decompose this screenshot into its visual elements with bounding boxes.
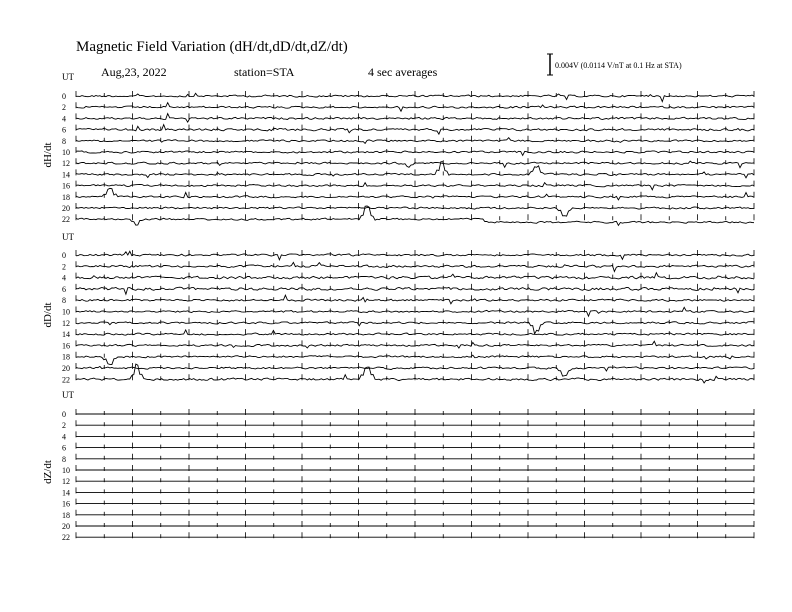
dzdt-axis-label: dZ/dt bbox=[42, 460, 54, 484]
dhdt-row-label-4: 4 bbox=[62, 114, 66, 124]
dzdt-row-label-10: 10 bbox=[62, 466, 70, 475]
dddt-row-label-0: 0 bbox=[62, 251, 66, 260]
dddt-row-label-14: 14 bbox=[62, 330, 70, 340]
date-label: Aug,23, 2022 bbox=[101, 65, 167, 79]
dddt-row-label-2: 2 bbox=[62, 262, 66, 272]
dzdt-row-label-12: 12 bbox=[62, 477, 70, 487]
dhdt-row-label-22: 22 bbox=[62, 215, 70, 225]
dhdt-row-label-14: 14 bbox=[62, 170, 70, 180]
dzdt-ut-label: UT bbox=[62, 390, 74, 400]
dhdt-row-label-6: 6 bbox=[62, 125, 66, 135]
dddt-row-label-16: 16 bbox=[62, 341, 70, 351]
dzdt-row-label-16: 16 bbox=[62, 499, 70, 509]
dzdt-row-label-8: 8 bbox=[62, 454, 66, 464]
dzdt-row-label-14: 14 bbox=[62, 488, 70, 498]
dddt-row-label-12: 12 bbox=[62, 318, 70, 328]
dhdt-row-label-8: 8 bbox=[62, 136, 66, 146]
dddt-row-label-6: 6 bbox=[62, 284, 66, 294]
dzdt-row-label-2: 2 bbox=[62, 421, 66, 431]
dddt-row-label-10: 10 bbox=[62, 307, 70, 317]
dhdt-row-label-2: 2 bbox=[62, 103, 66, 113]
dhdt-row-label-20: 20 bbox=[62, 204, 70, 213]
averaging-label: 4 sec averages bbox=[368, 65, 438, 79]
dhdt-row-label-0: 0 bbox=[62, 92, 66, 101]
dddt-row-label-22: 22 bbox=[62, 375, 70, 385]
dhdt-row-label-10: 10 bbox=[62, 148, 70, 157]
dzdt-row-label-4: 4 bbox=[62, 432, 66, 442]
dzdt-row-label-20: 20 bbox=[62, 522, 70, 531]
dhdt-row-label-12: 12 bbox=[62, 159, 70, 169]
dddt-row-label-4: 4 bbox=[62, 273, 66, 283]
dzdt-row-label-0: 0 bbox=[62, 410, 66, 419]
dhdt-row-label-18: 18 bbox=[62, 192, 70, 202]
dzdt-row-label-22: 22 bbox=[62, 533, 70, 543]
dhdt-axis-label: dH/dt bbox=[42, 142, 54, 168]
scale-label: 0.004V (0.0114 V/nT at 0.1 Hz at STA) bbox=[555, 61, 682, 70]
dzdt-row-label-18: 18 bbox=[62, 510, 70, 520]
dddt-axis-label: dD/dt bbox=[42, 302, 54, 328]
dhdt-trace-10 bbox=[76, 151, 754, 156]
dddt-ut-label: UT bbox=[62, 232, 74, 242]
dzdt-row-label-6: 6 bbox=[62, 443, 66, 453]
dddt-row-label-18: 18 bbox=[62, 352, 70, 362]
dddt-row-label-8: 8 bbox=[62, 296, 66, 306]
station-label: station=STA bbox=[234, 65, 295, 79]
dhdt-row-label-16: 16 bbox=[62, 181, 70, 191]
chart-title: Magnetic Field Variation (dH/dt,dD/dt,dZ/dt) bbox=[76, 39, 348, 55]
dddt-row-label-20: 20 bbox=[62, 364, 70, 373]
dhdt-ut-label: UT bbox=[62, 72, 74, 82]
